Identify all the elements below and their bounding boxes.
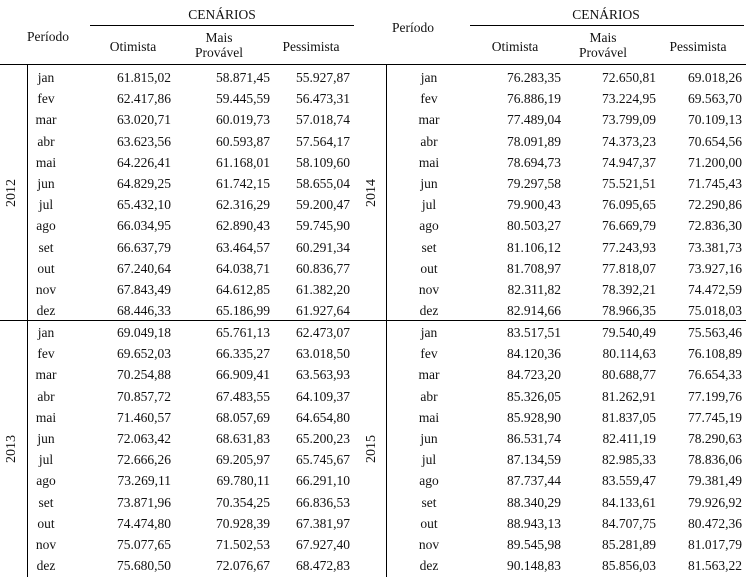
header-bottom-rule: [0, 64, 746, 65]
value-mais-provavel: 68.631,83: [216, 431, 270, 446]
period-header-left: Período: [27, 29, 69, 44]
value-pessimista: 55.927,87: [296, 70, 350, 85]
value-otimista: 64.226,41: [117, 154, 171, 170]
value-mais-provavel: 84.707,75: [602, 515, 656, 531]
month-cell: jan: [37, 325, 55, 340]
month-cell: nov: [35, 537, 57, 552]
value-otimista: 85.928,90: [507, 409, 561, 425]
month-cell: set: [421, 239, 437, 255]
value-pessimista: 69.018,26: [688, 70, 742, 85]
month-cell: jul: [38, 452, 54, 468]
month-cell: set: [38, 239, 54, 255]
month-cell: dez: [419, 303, 439, 319]
value-pessimista: 73.927,16: [688, 260, 742, 276]
month-cell: dez: [419, 558, 439, 574]
month-cell: abr: [420, 133, 438, 149]
value-pessimista: 56.473,31: [296, 91, 350, 107]
value-mais-provavel: 75.521,51: [602, 176, 656, 191]
value-pessimista: 74.472,59: [688, 282, 742, 297]
month-cell: jul: [38, 197, 54, 213]
value-mais-provavel: 74.947,37: [602, 154, 656, 170]
value-pessimista: 78.836,06: [688, 452, 742, 468]
month-cell: mai: [418, 154, 440, 170]
value-mais-provavel: 84.133,61: [602, 494, 656, 510]
value-mais-provavel: 77.243,93: [602, 239, 656, 255]
value-pessimista: 57.018,74: [296, 112, 350, 128]
value-mais-provavel: 68.057,69: [216, 409, 270, 425]
month-cell: out: [420, 515, 438, 531]
value-otimista: 73.269,11: [117, 473, 171, 489]
value-pessimista: 75.018,03: [688, 303, 742, 319]
month-cell: fev: [420, 346, 438, 362]
col-otimista-right: Otimista: [491, 39, 539, 54]
value-pessimista: 68.472,83: [296, 558, 350, 574]
value-mais-provavel: 78.966,35: [602, 303, 656, 319]
value-otimista: 87.737,44: [507, 473, 561, 489]
month-cell: mai: [35, 154, 57, 170]
value-otimista: 79.900,43: [507, 197, 561, 213]
value-mais-provavel: 76.669,79: [602, 218, 656, 234]
value-mais-provavel: 69.205,97: [216, 452, 270, 468]
value-otimista: 79.297,58: [507, 176, 561, 191]
col-mais-line1-right: Mais: [589, 30, 617, 45]
value-pessimista: 61.382,20: [296, 282, 350, 297]
col-pessimista-right: Pessimista: [669, 39, 727, 54]
value-pessimista: 59.200,47: [296, 197, 350, 213]
value-mais-provavel: 76.095,65: [602, 197, 656, 213]
value-mais-provavel: 58.871,45: [216, 70, 270, 85]
value-mais-provavel: 82.985,33: [602, 452, 656, 468]
value-otimista: 88.340,29: [507, 494, 561, 510]
value-otimista: 78.091,89: [507, 133, 561, 149]
block-divider-rule: [0, 320, 746, 321]
month-cell: jul: [421, 452, 437, 468]
month-cell: nov: [35, 282, 57, 297]
value-otimista: 70.254,88: [117, 367, 171, 383]
value-mais-provavel: 70.928,39: [216, 515, 270, 531]
value-otimista: 87.134,59: [507, 452, 561, 468]
value-otimista: 86.531,74: [507, 431, 561, 446]
value-mais-provavel: 78.392,21: [602, 282, 656, 297]
value-otimista: 74.474,80: [117, 515, 171, 531]
value-pessimista: 66.836,53: [296, 494, 350, 510]
month-cell: jan: [420, 70, 438, 85]
value-mais-provavel: 74.373,23: [602, 133, 656, 149]
value-pessimista: 60.836,77: [296, 260, 350, 276]
value-mais-provavel: 73.799,09: [602, 112, 656, 128]
value-otimista: 89.545,98: [507, 537, 561, 552]
month-cell: out: [420, 260, 438, 276]
value-mais-provavel: 79.540,49: [602, 325, 656, 340]
value-pessimista: 78.290,63: [688, 431, 742, 446]
value-otimista: 88.943,13: [507, 515, 561, 531]
value-mais-provavel: 77.818,07: [602, 260, 656, 276]
value-otimista: 82.311,82: [507, 282, 561, 297]
value-pessimista: 57.564,17: [296, 133, 350, 149]
value-otimista: 63.623,56: [117, 133, 171, 149]
value-pessimista: 67.927,40: [296, 537, 350, 552]
value-otimista: 81.708,97: [507, 260, 561, 276]
scenarios-underline-left: [90, 25, 354, 26]
value-otimista: 81.106,12: [507, 239, 561, 255]
scenarios-underline-right: [470, 25, 744, 26]
value-pessimista: 67.381,97: [296, 515, 350, 531]
month-cell: dez: [36, 558, 56, 574]
month-cell: jun: [37, 176, 55, 191]
month-cell: mar: [35, 367, 57, 383]
month-cell: set: [421, 494, 437, 510]
month-cell: jun: [420, 176, 438, 191]
value-mais-provavel: 80.688,77: [602, 367, 656, 383]
value-otimista: 76.886,19: [507, 91, 561, 107]
month-cell: jan: [37, 70, 55, 85]
value-mais-provavel: 85.281,89: [602, 537, 656, 552]
month-cell: fev: [420, 91, 438, 107]
col-pessimista-left: Pessimista: [282, 39, 340, 54]
value-otimista: 70.857,72: [117, 388, 171, 404]
value-pessimista: 69.563,70: [688, 91, 742, 107]
value-mais-provavel: 66.335,27: [216, 346, 270, 362]
value-otimista: 73.871,96: [117, 494, 171, 510]
value-otimista: 76.283,35: [507, 70, 561, 85]
year-label: 2015: [364, 435, 379, 463]
value-pessimista: 65.745,67: [296, 452, 350, 468]
year-label: 2013: [4, 435, 19, 463]
value-pessimista: 64.654,80: [296, 409, 350, 425]
value-mais-provavel: 63.464,57: [216, 239, 270, 255]
month-cell: jun: [37, 431, 55, 446]
month-cell: abr: [37, 133, 55, 149]
value-pessimista: 61.927,64: [296, 303, 350, 319]
value-pessimista: 77.745,19: [688, 409, 742, 425]
value-mais-provavel: 82.411,19: [602, 431, 656, 446]
month-cell: out: [37, 260, 55, 276]
value-pessimista: 72.836,30: [688, 218, 742, 234]
month-cell: ago: [36, 218, 56, 234]
value-mais-provavel: 65.761,13: [216, 325, 270, 340]
value-mais-provavel: 66.909,41: [216, 367, 270, 383]
value-otimista: 71.460,57: [117, 409, 171, 425]
value-pessimista: 63.018,50: [296, 346, 350, 362]
period-header-right: Período: [392, 20, 434, 35]
value-otimista: 67.240,64: [117, 260, 171, 276]
value-otimista: 84.723,20: [507, 367, 561, 383]
value-pessimista: 66.291,10: [296, 473, 350, 489]
value-mais-provavel: 81.837,05: [602, 409, 656, 425]
value-otimista: 77.489,04: [507, 112, 561, 128]
month-cell: jun: [420, 431, 438, 446]
value-mais-provavel: 71.502,53: [216, 537, 270, 552]
value-mais-provavel: 62.890,43: [216, 218, 270, 234]
value-mais-provavel: 61.168,01: [216, 154, 270, 170]
value-mais-provavel: 73.224,95: [602, 91, 656, 107]
value-otimista: 90.148,83: [507, 558, 561, 574]
value-pessimista: 58.655,04: [296, 176, 350, 191]
value-otimista: 66.034,95: [117, 218, 171, 234]
value-pessimista: 62.473,07: [296, 325, 350, 340]
value-pessimista: 72.290,86: [688, 197, 742, 213]
month-cell: fev: [37, 346, 55, 362]
month-cell: mai: [418, 409, 440, 425]
value-pessimista: 76.108,89: [688, 346, 742, 362]
value-otimista: 63.020,71: [117, 112, 171, 128]
value-pessimista: 63.563,93: [296, 367, 350, 383]
month-cell: set: [38, 494, 54, 510]
value-mais-provavel: 80.114,63: [602, 346, 656, 362]
month-cell: jan: [420, 325, 438, 340]
value-pessimista: 60.291,34: [296, 239, 350, 255]
value-otimista: 80.503,27: [507, 218, 561, 234]
scenarios-header-right: CENÁRIOS: [572, 7, 640, 22]
month-cell: nov: [418, 537, 440, 552]
month-cell: ago: [419, 218, 439, 234]
month-cell: dez: [36, 303, 56, 319]
value-pessimista: 80.472,36: [688, 515, 742, 531]
value-mais-provavel: 64.612,85: [216, 282, 270, 297]
value-pessimista: 65.200,23: [296, 431, 350, 446]
value-pessimista: 75.563,46: [688, 325, 742, 340]
value-otimista: 84.120,36: [507, 346, 561, 362]
value-pessimista: 81.563,22: [688, 558, 742, 574]
month-cell: mai: [35, 409, 57, 425]
col-otimista-left: Otimista: [109, 39, 157, 54]
value-otimista: 75.680,50: [117, 558, 171, 574]
value-pessimista: 59.745,90: [296, 218, 350, 234]
month-cell: abr: [420, 388, 438, 404]
value-otimista: 65.432,10: [117, 197, 171, 213]
year-divider-right: [386, 65, 387, 577]
value-mais-provavel: 61.742,15: [216, 176, 270, 191]
value-pessimista: 76.654,33: [688, 367, 742, 383]
scenarios-header-left: CENÁRIOS: [188, 7, 256, 22]
value-otimista: 61.815,02: [117, 70, 171, 85]
value-otimista: 64.829,25: [117, 176, 171, 191]
value-otimista: 82.914,66: [507, 303, 561, 319]
value-pessimista: 81.017,79: [688, 537, 742, 552]
month-cell: mar: [418, 367, 440, 383]
value-otimista: 85.326,05: [507, 388, 561, 404]
value-otimista: 62.417,86: [117, 91, 171, 107]
value-mais-provavel: 59.445,59: [216, 91, 270, 107]
value-mais-provavel: 62.316,29: [216, 197, 270, 213]
value-mais-provavel: 72.650,81: [602, 70, 656, 85]
value-otimista: 68.446,33: [117, 303, 171, 319]
value-pessimista: 58.109,60: [296, 154, 350, 170]
col-mais-line2-left: Provável: [195, 45, 243, 60]
value-mais-provavel: 72.076,67: [216, 558, 270, 574]
value-mais-provavel: 70.354,25: [216, 494, 270, 510]
year-divider-left: [27, 65, 28, 577]
value-pessimista: 73.381,73: [688, 239, 742, 255]
value-pessimista: 79.926,92: [688, 494, 742, 510]
month-cell: fev: [37, 91, 55, 107]
value-pessimista: 70.654,56: [688, 133, 742, 149]
month-cell: mar: [35, 112, 57, 128]
value-otimista: 75.077,65: [117, 537, 171, 552]
year-label: 2014: [364, 179, 379, 207]
value-otimista: 67.843,49: [117, 282, 171, 297]
value-otimista: 78.694,73: [507, 154, 561, 170]
value-mais-provavel: 81.262,91: [602, 388, 656, 404]
month-cell: out: [37, 515, 55, 531]
value-mais-provavel: 69.780,11: [216, 473, 270, 489]
value-pessimista: 77.199,76: [688, 388, 742, 404]
value-pessimista: 70.109,13: [688, 112, 742, 128]
month-cell: abr: [37, 388, 55, 404]
value-pessimista: 64.109,37: [296, 388, 350, 404]
value-mais-provavel: 60.019,73: [216, 112, 270, 128]
month-cell: ago: [419, 473, 439, 489]
value-mais-provavel: 65.186,99: [216, 303, 270, 319]
value-pessimista: 79.381,49: [688, 473, 742, 489]
value-pessimista: 71.745,43: [688, 176, 742, 191]
month-cell: nov: [418, 282, 440, 297]
value-pessimista: 71.200,00: [688, 154, 742, 170]
value-otimista: 72.063,42: [117, 431, 171, 446]
value-otimista: 66.637,79: [117, 239, 171, 255]
col-mais-line2-right: Provável: [579, 45, 627, 60]
month-cell: jul: [421, 197, 437, 213]
value-mais-provavel: 64.038,71: [216, 260, 270, 276]
month-cell: ago: [36, 473, 56, 489]
value-otimista: 83.517,51: [507, 325, 561, 340]
value-mais-provavel: 60.593,87: [216, 133, 270, 149]
year-label: 2012: [4, 179, 19, 207]
month-cell: mar: [418, 112, 440, 128]
col-mais-line1-left: Mais: [205, 30, 233, 45]
value-otimista: 69.652,03: [117, 346, 171, 362]
value-mais-provavel: 85.856,03: [602, 558, 656, 574]
value-mais-provavel: 67.483,55: [216, 388, 270, 404]
value-otimista: 72.666,26: [117, 452, 171, 468]
value-mais-provavel: 83.559,47: [602, 473, 656, 489]
value-otimista: 69.049,18: [117, 325, 171, 340]
